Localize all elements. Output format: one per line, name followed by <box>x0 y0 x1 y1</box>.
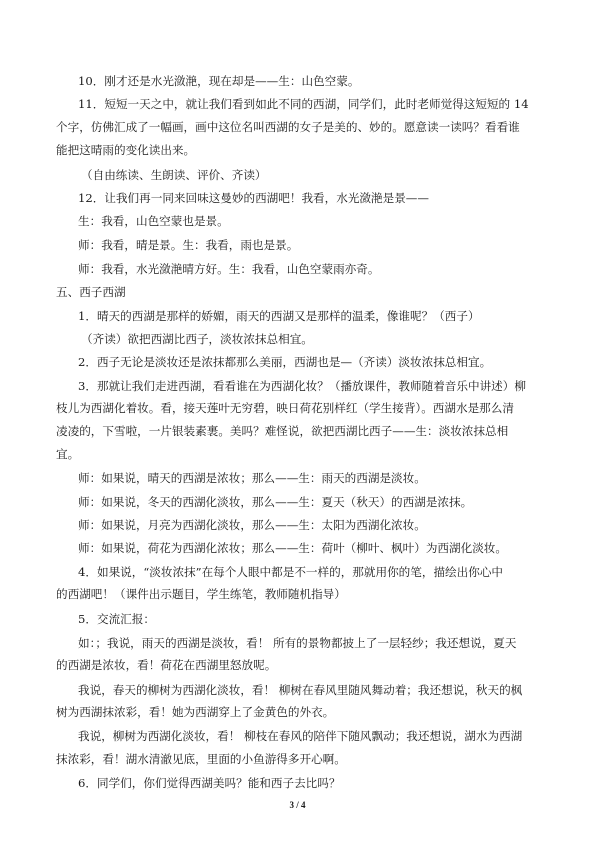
text-line: 个字，仿佛汇成了一幅画，画中这位名叫西湖的女子是美的、妙的。愿意读一读吗？看看谁 <box>56 119 520 134</box>
text-line: 枝儿为西湖化着妆。看，接天莲叶无穷碧，映日荷花别样红（学生接背）。西湖水是那么清 <box>56 401 514 416</box>
page-number: 3 / 4 <box>289 800 306 810</box>
text-line: （自由练读、生朗读、评价、齐读） <box>81 168 267 183</box>
text-line: 能把这晴雨的变化读出来。 <box>56 143 196 158</box>
text-line: 师：我看，水光潋滟晴方好。生：我看，山色空蒙雨亦奇。 <box>78 261 380 276</box>
text-line: 的西湖吧！（课件出示题目，学生练笔，教师随机指导） <box>56 587 346 602</box>
text-line: 师：如果说，晴天的西湖是浓妆；那么——生：雨天的西湖是淡妆。 <box>78 471 426 486</box>
text-line: 生：我看，山色空蒙也是景。 <box>78 214 229 229</box>
text-line: 1．晴天的西湖是那样的娇媚，雨天的西湖又是那样的温柔，像谁呢？（西子） <box>78 308 480 323</box>
text-line: 的西湖是浓妆，看！荷花在西湖里怒放呢。 <box>56 658 277 673</box>
text-line: 如：；我说，雨天的西湖是淡妆，看！ 所有的景物都披上了一层轻纱；我还想说，夏天 <box>78 635 517 650</box>
text-line: 抹浓彩，看！湖水清澈见底，里面的小鱼游得多开心啊。 <box>56 751 346 766</box>
text-line: 3．那就让我们走进西湖，看看谁在为西湖化妆？（播放课件，教师随着音乐中讲述）柳 <box>78 378 526 393</box>
text-line: 师：如果说，月亮为西湖化淡妆，那么——生：太阳为西湖化浓妆。 <box>78 518 426 533</box>
text-line: 6．同学们，你们觉得西湖美吗？能和西子去比吗？ <box>78 776 341 791</box>
text-line: 5．交流汇报： <box>78 611 155 626</box>
text-line: 师：如果说，荷花为西湖化浓妆；那么——生：荷叶（柳叶、枫叶）为西湖化淡妆。 <box>78 541 507 556</box>
text-line: 我说，春天的柳树为西湖化淡妆，看！ 柳树在春风里随风舞动着；我还想说，秋天的枫 <box>78 682 523 697</box>
text-line: （齐读）欲把西湖比西子，淡妆浓抹总相宜。 <box>81 331 313 346</box>
text-line: 凌凌的，下雪啦，一片银装素裹。美吗？难怪说，欲把西湖比西子——生：淡妆浓抹总相 <box>56 423 509 438</box>
text-line: 4．如果说，“淡妆浓抹”在每个人眼中都是不一样的，那就用你的笔，描绘出你心中 <box>78 564 504 579</box>
text-line: 师：我看，晴是景。生：我看，雨也是景。 <box>78 238 299 253</box>
text-line: 12．让我们再一同来回味这曼妙的西湖吧！我看，水光潋滟是景—— <box>78 190 429 205</box>
text-line: 10．刚才还是水光潋滟，现在却是——生：山色空蒙。 <box>78 73 360 88</box>
text-line: 师：如果说，冬天的西湖化淡妆，那么——生：夏天（秋天）的西湖是浓抹。 <box>78 494 473 509</box>
section-heading: 五、西子西湖 <box>56 285 126 300</box>
text-line: 宜。 <box>56 446 80 461</box>
text-line: 树为西湖抹浓彩，看！她为西湖穿上了金黄色的外衣。 <box>56 705 335 720</box>
text-line: 2．西子无论是淡妆还是浓抹都那么美丽，西湖也是—（齐读）淡妆浓抹总相宜。 <box>78 355 492 370</box>
text-line: 我说，柳树为西湖化淡妆，看！ 柳枝在春风的陪伴下随风飘动；我还想说，湖水为西湖 <box>78 729 523 744</box>
text-line: 11．短短一天之中，就让我们看到如此不同的西湖，同学们，此时老师觉得这短短的 14 <box>78 97 529 112</box>
